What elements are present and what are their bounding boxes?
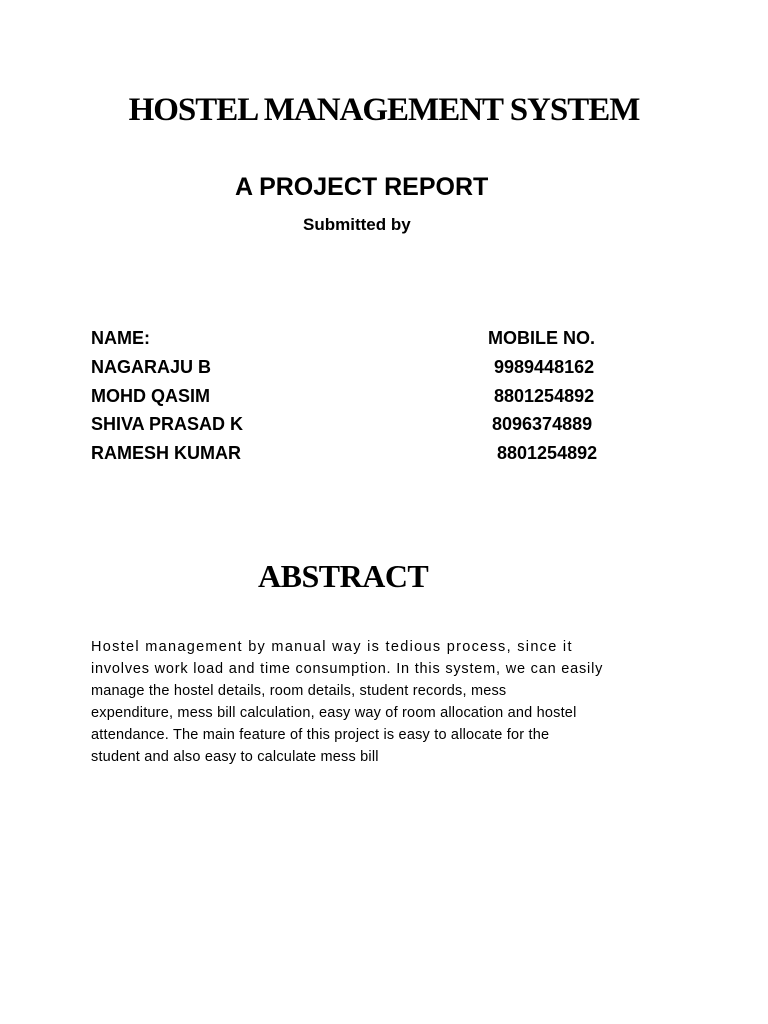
document-title: HOSTEL MANAGEMENT SYSTEM <box>128 92 640 128</box>
abstract-line: student and also easy to calculate mess bill <box>91 749 379 765</box>
abstract-line: involves work load and time consumption. In this system, we can easily <box>91 661 604 677</box>
abstract-line: Hostel management by manual way is tedious process, since it <box>91 639 573 655</box>
member-mobile: 8801254892 <box>494 386 595 406</box>
abstract-line: manage the hostel details, room details, student records, mess <box>91 683 507 699</box>
name-column-header: NAME: <box>91 328 150 348</box>
member-name: NAGARAJU B <box>91 357 212 377</box>
member-mobile: 8096374889 <box>492 414 593 434</box>
report-heading: A PROJECT REPORT <box>235 173 489 201</box>
member-name: RAMESH KUMAR <box>91 443 241 463</box>
member-mobile: 9989448162 <box>494 357 595 377</box>
submitted-by-label: Submitted by <box>303 215 411 234</box>
member-mobile: 8801254892 <box>497 443 598 463</box>
abstract-heading: ABSTRACT <box>258 558 429 594</box>
member-name: MOHD QASIM <box>91 386 210 406</box>
mobile-column-header: MOBILE NO. <box>488 328 595 348</box>
abstract-line: attendance. The main feature of this project is easy to allocate for the <box>91 727 550 743</box>
abstract-line: expenditure, mess bill calculation, easy way of room allocation and hostel <box>91 705 577 721</box>
member-name: SHIVA PRASAD K <box>91 414 244 434</box>
abstract-body <box>91 636 681 768</box>
